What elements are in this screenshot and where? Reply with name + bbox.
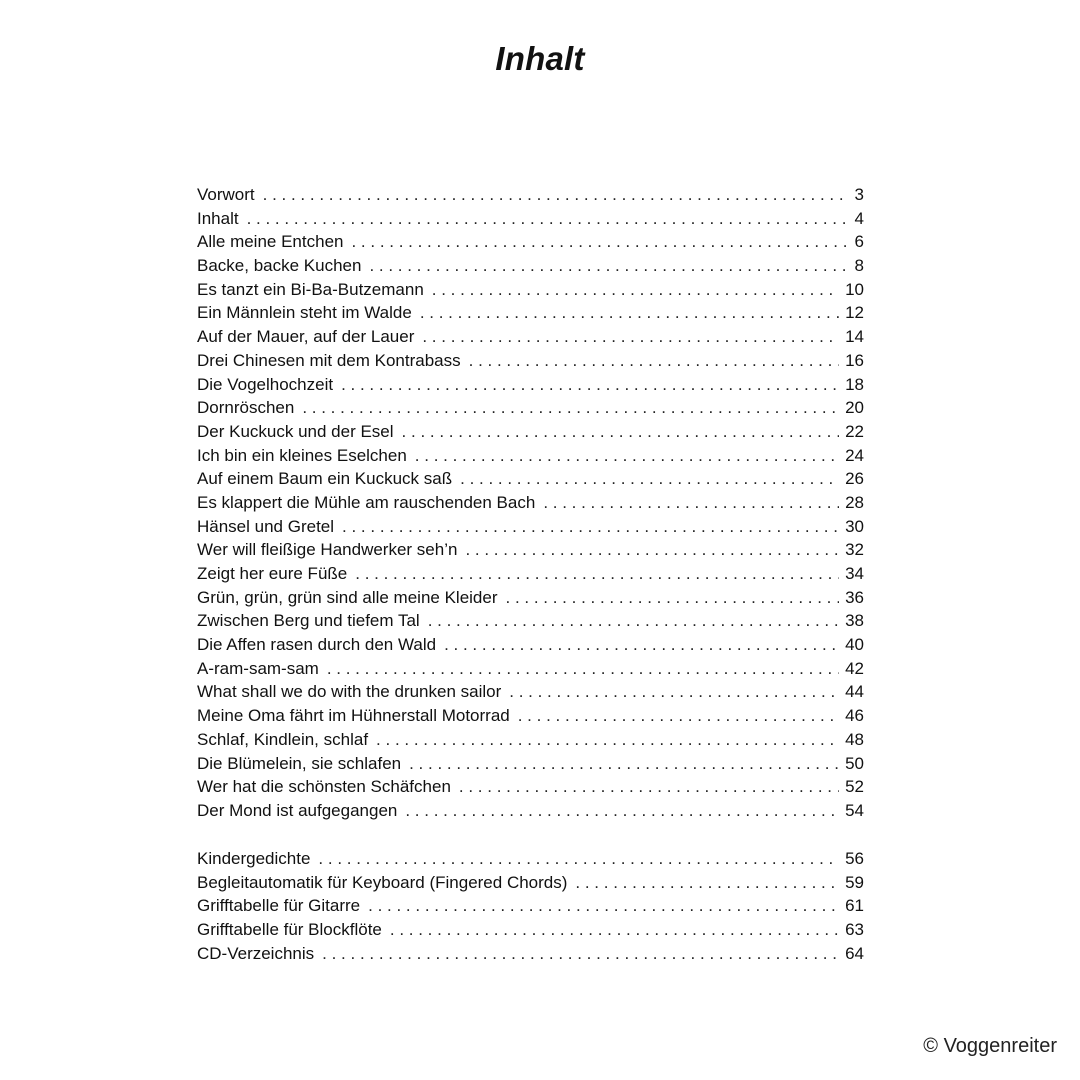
toc-entry-title: Grifftabelle für Gitarre	[197, 896, 361, 916]
toc-entry-page-number: 14	[845, 327, 864, 347]
toc-entry[interactable]	[197, 562, 864, 586]
dot-leader	[247, 207, 849, 231]
toc-entry-page-number: 6	[854, 232, 864, 252]
dot-leader	[459, 775, 839, 799]
toc-entry[interactable]	[197, 396, 864, 420]
toc-entry[interactable]	[197, 373, 864, 397]
toc-entry[interactable]	[197, 254, 864, 278]
dot-leader	[575, 871, 839, 895]
toc-entry-page-number: 3	[854, 185, 864, 204]
dot-leader	[327, 657, 839, 681]
toc-entry-title: Zeigt her eure Füße	[197, 564, 348, 583]
dot-leader	[415, 444, 839, 468]
toc-entry-title: Dornröschen	[197, 398, 295, 418]
toc-entry-page-number: 46	[845, 706, 864, 726]
toc-entry-title: Auf der Mauer, auf der Lauer	[197, 327, 415, 347]
dot-leader	[376, 728, 839, 752]
toc-entry-page-number: 63	[845, 920, 864, 940]
dot-leader	[355, 562, 839, 586]
toc-entry[interactable]	[197, 894, 864, 918]
dot-leader	[302, 396, 839, 420]
dot-leader	[351, 230, 848, 254]
toc-entry[interactable]	[197, 420, 864, 444]
toc-entry[interactable]	[197, 704, 864, 728]
toc-entry-title: Es klappert die Mühle am rauschenden Bach	[197, 492, 536, 512]
toc-entry[interactable]	[197, 301, 864, 325]
toc-entry-page-number: 61	[845, 896, 864, 916]
toc-entry-title: Die Affen rasen durch den Wald	[197, 635, 437, 655]
toc-entry-title: Backe, backe Kuchen	[197, 256, 362, 276]
toc-entry-page-number: 52	[845, 777, 864, 797]
dot-leader	[506, 586, 840, 610]
dot-leader	[465, 538, 839, 562]
toc-entry-title: Schlaf, Kindlein, schlaf	[197, 729, 369, 749]
toc-entry-title: Hänsel und Gretel	[197, 516, 335, 536]
toc-entry-title: Zwischen Berg und tiefem Tal	[197, 611, 420, 631]
toc-entry[interactable]	[197, 799, 864, 823]
toc-entry-page-number: 34	[845, 564, 864, 583]
toc-entry[interactable]	[197, 349, 864, 373]
toc-entry-title: Auf einem Baum ein Kuckuck saß	[197, 469, 453, 489]
toc-entry[interactable]	[197, 657, 864, 681]
dot-leader	[402, 420, 840, 444]
toc-entry-page-number: 38	[845, 611, 864, 631]
toc-entry[interactable]	[197, 775, 864, 799]
toc-entry-page-number: 64	[845, 943, 864, 963]
toc-entry-title: Vorwort	[197, 185, 255, 204]
dot-leader	[509, 680, 839, 704]
toc-entry[interactable]	[197, 871, 864, 895]
toc-entry[interactable]	[197, 491, 864, 515]
table-of-contents-appendix	[197, 847, 864, 965]
dot-leader	[460, 467, 839, 491]
toc-entry-title: Inhalt	[197, 208, 239, 228]
toc-entry-title: Die Vogelhochzeit	[197, 374, 334, 394]
toc-entry[interactable]	[197, 515, 864, 539]
toc-entry-title: A-ram-sam-sam	[197, 658, 319, 678]
toc-entry[interactable]	[197, 586, 864, 610]
toc-entry[interactable]	[197, 609, 864, 633]
toc-entry-title: Wer will fleißige Handwerker seh’n	[197, 540, 458, 560]
toc-entry-page-number: 10	[845, 279, 864, 299]
dot-leader	[405, 799, 839, 823]
toc-entry[interactable]	[197, 325, 864, 349]
toc-entry-title: Die Blümelein, sie schlafen	[197, 753, 402, 773]
toc-entry[interactable]	[197, 633, 864, 657]
toc-entry-title: Grün, grün, grün sind alle meine Kleider	[197, 587, 498, 607]
toc-entry[interactable]	[197, 207, 864, 231]
toc-entry-page-number: 32	[845, 540, 864, 560]
toc-entry-page-number: 8	[854, 256, 864, 276]
toc-entry-page-number: 16	[845, 350, 864, 370]
toc-entry-page-number: 24	[845, 445, 864, 465]
toc-entry-page-number: 44	[845, 682, 864, 702]
toc-entry-page-number: 48	[845, 729, 864, 749]
dot-leader	[428, 609, 839, 633]
dot-leader	[469, 349, 839, 373]
toc-entry-title: Der Mond ist aufgegangen	[197, 800, 398, 820]
toc-entry-page-number: 20	[845, 398, 864, 418]
toc-entry-title: Alle meine Entchen	[197, 232, 344, 252]
toc-entry-page-number: 50	[845, 753, 864, 773]
toc-entry[interactable]	[197, 728, 864, 752]
toc-entry-page-number: 54	[845, 800, 864, 820]
toc-entry-page-number: 36	[845, 587, 864, 607]
dot-leader	[318, 847, 839, 871]
toc-entry-page-number: 30	[845, 516, 864, 536]
toc-entry-page-number: 4	[854, 208, 864, 228]
toc-entry-title: Meine Oma fährt im Hühnerstall Motorrad	[197, 706, 510, 726]
toc-entry[interactable]	[197, 183, 864, 207]
toc-entry-title: CD-Verzeichnis	[197, 943, 315, 963]
toc-entry[interactable]	[197, 918, 864, 942]
toc-entry[interactable]	[197, 752, 864, 776]
toc-entry-title: Ich bin ein kleines Eselchen	[197, 445, 407, 465]
toc-entry-page-number: 59	[845, 872, 864, 892]
dot-leader	[543, 491, 839, 515]
page-title: Inhalt	[495, 40, 585, 77]
toc-entry-title: What shall we do with the drunken sailor	[197, 682, 502, 702]
toc-entry-title: Grifftabelle für Blockflöte	[197, 920, 382, 940]
dot-leader	[518, 704, 839, 728]
dot-leader	[322, 942, 839, 966]
toc-entry-page-number: 40	[845, 635, 864, 655]
copyright-notice: © Voggenreiter	[923, 1035, 1057, 1057]
toc-entry-page-number: 28	[845, 492, 864, 512]
dot-leader	[390, 918, 839, 942]
dot-leader	[444, 633, 839, 657]
toc-entry-title: Drei Chinesen mit dem Kontrabass	[197, 350, 461, 370]
dot-leader	[342, 515, 839, 539]
toc-entry[interactable]	[197, 942, 864, 966]
dot-leader	[422, 325, 839, 349]
toc-entry-page-number: 18	[845, 374, 864, 394]
toc-entry-title: Begleitautomatik für Keyboard (Fingered Chords)	[197, 872, 568, 892]
toc-entry-title: Ein Männlein steht im Walde	[197, 303, 412, 323]
dot-leader	[368, 894, 839, 918]
dot-leader	[341, 373, 839, 397]
toc-entry[interactable]	[197, 278, 864, 302]
toc-entry-title: Der Kuckuck und der Esel	[197, 421, 394, 441]
toc-entry-title: Es tanzt ein Bi-Ba-Butzemann	[197, 279, 424, 299]
table-of-contents-songs	[197, 183, 864, 823]
toc-entry-page-number: 22	[845, 421, 864, 441]
toc-entry-title: Wer hat die schönsten Schäfchen	[197, 777, 451, 797]
toc-entry-page-number: 26	[845, 469, 864, 489]
dot-leader	[432, 278, 839, 302]
toc-entry[interactable]	[197, 538, 864, 562]
dot-leader	[420, 301, 839, 325]
toc-entry[interactable]	[197, 847, 864, 871]
toc-entry[interactable]	[197, 230, 864, 254]
dot-leader	[409, 752, 839, 776]
toc-entry-page-number: 56	[845, 849, 864, 868]
toc-entry[interactable]	[197, 680, 864, 704]
dot-leader	[263, 183, 849, 207]
toc-entry-page-number: 42	[845, 658, 864, 678]
toc-entry[interactable]	[197, 444, 864, 468]
toc-entry[interactable]	[197, 467, 864, 491]
toc-entry-title: Kindergedichte	[197, 849, 311, 868]
dot-leader	[369, 254, 848, 278]
toc-entry-page-number: 12	[845, 303, 864, 323]
